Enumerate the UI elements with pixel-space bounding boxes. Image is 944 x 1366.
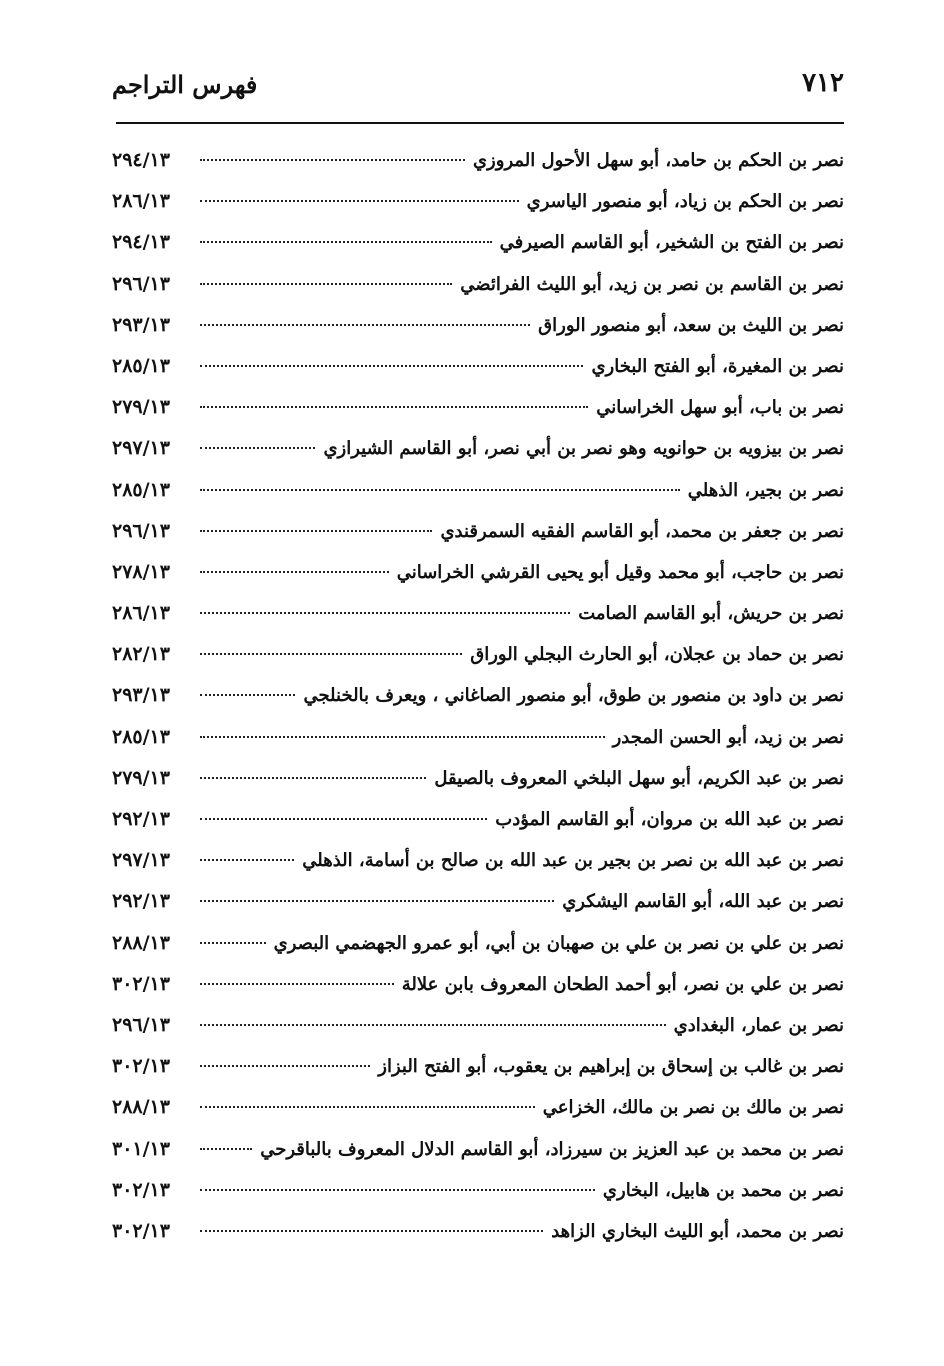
entry-volume-page-ref: ٢٩٣/١٣: [112, 313, 170, 336]
dot-leader: [200, 694, 295, 696]
entry-name: نصر بن الليث بن سعد، أبو منصور الوراق: [538, 314, 844, 336]
entry-volume-page-ref: ٢٨٢/١٣: [112, 643, 170, 666]
index-entry: [112, 840, 844, 881]
dot-leader: [200, 1189, 595, 1191]
dot-leader: [200, 283, 452, 285]
dot-leader: [200, 1106, 535, 1108]
index-entry: [112, 717, 844, 758]
index-entry: [112, 305, 844, 346]
entry-name: نصر بن عبد الله، أبو القاسم اليشكري: [562, 891, 844, 913]
index-entry: [112, 923, 844, 964]
entry-name: نصر بن بجير، الذهلي: [687, 479, 844, 501]
dot-leader: [200, 489, 680, 491]
index-entry: [112, 758, 844, 799]
index-entry: [112, 1087, 844, 1128]
entry-volume-page-ref: ٢٧٩/١٣: [112, 766, 170, 789]
entry-volume-page-ref: ٣٠٢/١٣: [112, 1055, 170, 1078]
dot-leader: [200, 447, 315, 449]
index-entry: [112, 675, 844, 716]
index-entry: [112, 346, 844, 387]
entry-name: نصر بن علي بن نصر، أبو أحمد الطحان المعروف بابن علالة: [401, 973, 844, 995]
entry-name: نصر بن باب، أبو سهل الخراساني: [596, 397, 844, 419]
dot-leader: [200, 736, 605, 738]
entry-volume-page-ref: ٣٠٢/١٣: [112, 1178, 170, 1201]
entry-name: نصر بن محمد بن عبد العزيز بن سيرزاد، أبو القاسم الدلال المعروف بالباقرحي: [260, 1138, 844, 1160]
entry-volume-page-ref: ٢٩٦/١٣: [112, 519, 170, 542]
dot-leader: [200, 1024, 666, 1026]
biography-index-list: [112, 140, 844, 1252]
entry-name: نصر بن داود بن منصور بن طوق، أبو منصور الصاغاني ، ويعرف بالخنلجي: [303, 685, 844, 707]
index-entry: [112, 264, 844, 305]
entry-name: نصر بن عمار، البغدادي: [673, 1014, 844, 1036]
entry-volume-page-ref: ٢٩٤/١٣: [112, 149, 170, 171]
entry-name: نصر بن الحكم بن زياد، أبو منصور الياسري: [526, 191, 844, 213]
entry-volume-page-ref: ٣٠٢/١٣: [112, 972, 170, 995]
index-entry: [112, 181, 844, 222]
entry-volume-page-ref: ٢٩٢/١٣: [112, 890, 170, 913]
entry-volume-page-ref: ٢٩٦/١٣: [112, 272, 170, 295]
dot-leader: [200, 612, 570, 614]
entry-volume-page-ref: ٢٩٧/١٣: [112, 849, 170, 872]
dot-leader: [200, 777, 426, 779]
index-entry: [112, 964, 844, 1005]
entry-volume-page-ref: ٢٩٤/١٣: [112, 231, 170, 254]
index-entry: [112, 387, 844, 428]
entry-name: نصر بن جعفر بن محمد، أبو القاسم الفقيه السمرقندي: [440, 520, 844, 542]
page-header: [112, 68, 844, 112]
entry-name: نصر بن عبد الله بن مروان، أبو القاسم المؤدب: [495, 809, 844, 830]
index-entry: [112, 428, 844, 469]
entry-volume-page-ref: ٢٨٦/١٣: [112, 602, 170, 625]
dot-leader: [200, 159, 465, 161]
dot-leader: [200, 818, 487, 820]
dot-leader: [200, 859, 294, 861]
index-entry: [112, 511, 844, 552]
dot-leader: [200, 571, 389, 573]
entry-volume-page-ref: ٢٩٣/١٣: [112, 684, 170, 707]
entry-volume-page-ref: ٢٨٥/١٣: [112, 725, 170, 748]
index-entry: [112, 470, 844, 511]
entry-volume-page-ref: ٢٨٥/١٣: [112, 354, 170, 377]
entry-volume-page-ref: ٢٨٨/١٣: [112, 931, 170, 954]
index-entry: [112, 1005, 844, 1046]
dot-leader: [200, 1148, 252, 1150]
entry-name: نصر بن محمد، أبو الليث البخاري الزاهد: [551, 1220, 844, 1242]
index-entry: [112, 1211, 844, 1252]
dot-leader: [200, 1230, 543, 1232]
index-entry: [112, 222, 844, 263]
index-entry: [112, 140, 844, 181]
dot-leader: [200, 942, 266, 944]
entry-name: نصر بن محمد بن هابيل، البخاري: [602, 1179, 844, 1201]
dot-leader: [200, 324, 530, 326]
dot-leader: [200, 653, 462, 655]
entry-name: نصر بن حاجب، أبو محمد وقيل أبو يحيى القرشي الخراساني: [396, 561, 844, 583]
entry-volume-page-ref: ٢٧٨/١٣: [112, 560, 170, 583]
entry-volume-page-ref: ٢٨٥/١٣: [112, 478, 170, 501]
entry-volume-page-ref: ٢٩٧/١٣: [112, 437, 170, 460]
entry-name: نصر بن حريش، أبو القاسم الصامت: [578, 603, 844, 625]
dot-leader: [200, 530, 432, 532]
entry-volume-page-ref: ٢٨٦/١٣: [112, 190, 170, 213]
entry-volume-page-ref: ٢٧٩/١٣: [112, 396, 170, 419]
entry-name: نصر بن بيزويه بن حوانويه وهو نصر بن أبي نصر، أبو القاسم الشيرازي: [323, 438, 844, 460]
index-entry: [112, 799, 844, 840]
entry-name: نصر بن عبد الكريم، أبو سهل البلخي المعروف بالصيقل: [434, 767, 844, 789]
dot-leader: [200, 241, 492, 243]
entry-volume-page-ref: ٣٠١/١٣: [112, 1137, 170, 1160]
entry-name: نصر بن المغيرة، أبو الفتح البخاري: [591, 355, 844, 377]
entry-name: نصر بن القاسم بن نصر بن زيد، أبو الليث الفرائضي: [460, 273, 844, 295]
entry-name: نصر بن زيد، أبو الحسن المجدر: [612, 726, 844, 748]
entry-name: نصر بن الحكم بن حامد، أبو سهل الأحول المروزي: [472, 150, 844, 171]
index-entry: [112, 1129, 844, 1170]
dot-leader: [200, 1065, 370, 1067]
entry-volume-page-ref: ٢٨٨/١٣: [112, 1096, 170, 1119]
header-rule: [116, 122, 844, 124]
index-entry: [112, 1170, 844, 1211]
entry-name: نصر بن عبد الله بن نصر بن بجير بن عبد الله بن صالح بن أسامة، الذهلي: [302, 850, 844, 872]
dot-leader: [200, 983, 394, 985]
index-entry: [112, 552, 844, 593]
entry-volume-page-ref: ٣٠٢/١٣: [112, 1219, 170, 1242]
entry-name: نصر بن مالك بن نصر بن مالك، الخزاعي: [542, 1097, 844, 1119]
running-title: فهرس التراجم: [112, 70, 258, 99]
entry-name: نصر بن الفتح بن الشخير، أبو القاسم الصيرفي: [499, 232, 844, 254]
dot-leader: [200, 200, 519, 202]
page-number: ٧١٢: [802, 68, 844, 98]
entry-name: نصر بن حماد بن عجلان، أبو الحارث البجلي الوراق: [470, 644, 844, 666]
index-entry: [112, 634, 844, 675]
index-entry: [112, 593, 844, 634]
entry-name: نصر بن علي بن نصر بن علي بن صهبان بن أبي، أبو عمرو الجهضمي البصري: [273, 932, 844, 954]
entry-volume-page-ref: ٢٩٢/١٣: [112, 808, 170, 830]
entry-name: نصر بن غالب بن إسحاق بن إبراهيم بن يعقوب، أبو الفتح البزاز: [378, 1056, 844, 1078]
entry-volume-page-ref: ٢٩٦/١٣: [112, 1013, 170, 1036]
dot-leader: [200, 900, 554, 902]
index-entry: [112, 1046, 844, 1087]
index-entry: [112, 881, 844, 922]
dot-leader: [200, 365, 583, 367]
dot-leader: [200, 406, 588, 408]
